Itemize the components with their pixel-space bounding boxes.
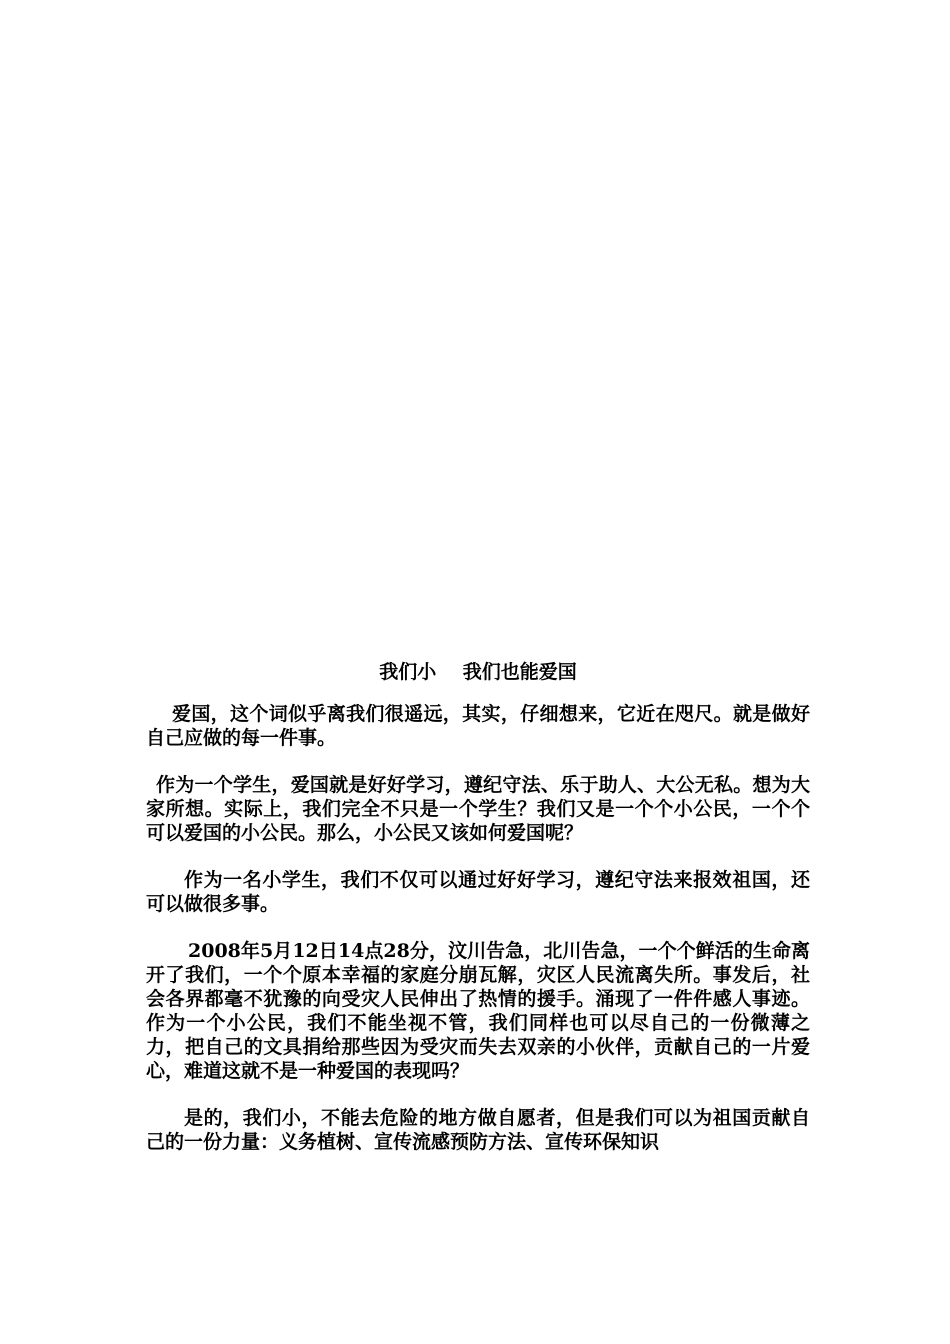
- paragraph-5: 是的，我们小，不能去危险的地方做自愿者，但是我们可以为祖国贡献自己的一份力量：义务植树、宣传流感预防方法、宣传环保知识: [146, 1107, 810, 1153]
- paragraph-2: 作为一个学生，爱国就是好好学习，遵纪守法、乐于助人、大公无私。想为大家所想。实际上，我们完全不只是一个学生？我们又是一个个小公民，一个个可以爱国的小公民。那么，小公民又该如何爱国呢？: [146, 774, 810, 844]
- paragraph-3: 作为一名小学生，我们不仅可以通过好好学习，遵纪守法来报效祖国，还可以做很多事。: [146, 869, 810, 915]
- paragraph-1: 爱国，这个词似乎离我们很遥远，其实，仔细想来，它近在咫尺。就是做好自己应做的每一件事。: [146, 703, 810, 749]
- article-title: 我们小 我们也能爱国: [379, 661, 577, 683]
- article-body: [146, 660, 810, 1177]
- paragraph-4: 2008年5月12日14点28分，汶川告急，北川告急，一个个鲜活的生命离开了我们，一个个原本幸福的家庭分崩瓦解，灾区人民流离失所。事发后，社会各界都毫不犹豫的向受灾人民伸出了热情的援手。涌现了一件件感人事迹。作为一个小公民，我们不能坐视不管，我们同样也可以尽自己的一份微薄之力，把自己的文具捐给那些因为受灾而失去双亲的小伙伴，贡献自己的一片爱心，难道这就不是一种爱国的表现吗？: [146, 940, 810, 1082]
